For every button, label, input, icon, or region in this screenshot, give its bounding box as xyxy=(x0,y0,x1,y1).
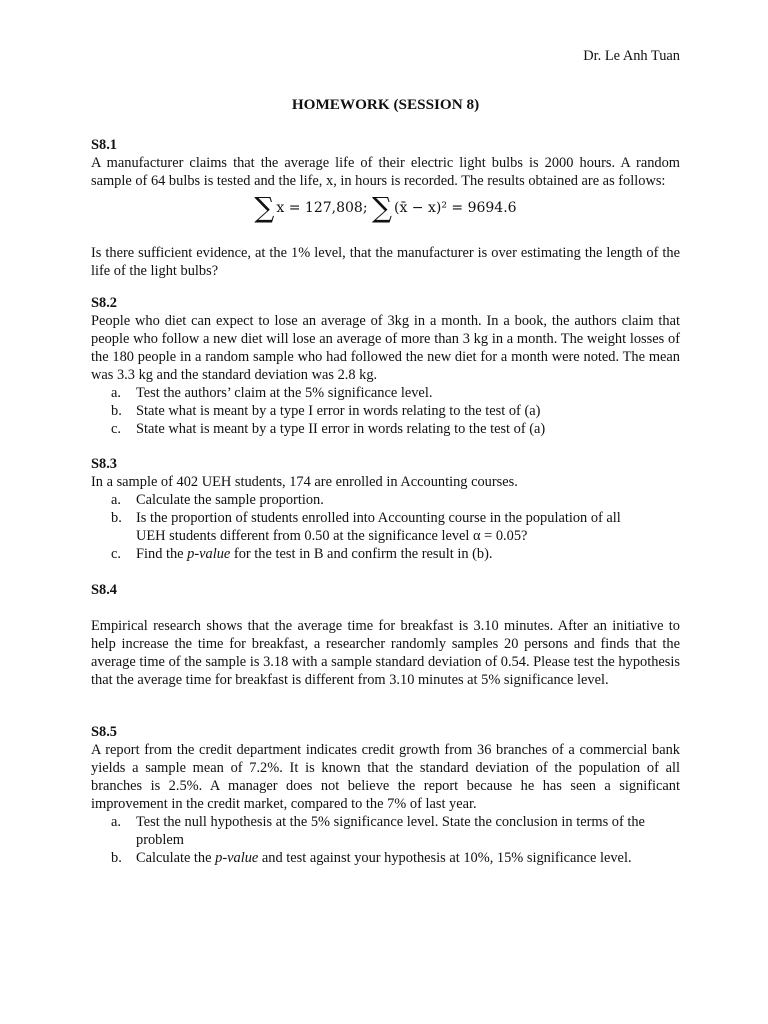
formula-sum-x: x = 127,808; xyxy=(276,200,368,216)
list-item: b. State what is meant by a type I error in words relating to the test of (a) xyxy=(111,403,541,419)
section-heading: S8.2 xyxy=(91,295,117,311)
section-s8-4 xyxy=(91,581,680,689)
list-item: c. Find the p-value for the test in B and confirm the result in (b). xyxy=(111,546,493,562)
section-heading: S8.5 xyxy=(91,724,117,740)
list-item: a. Test the authors’ claim at the 5% significance level. xyxy=(111,385,433,401)
section-intro: People who diet can expect to lose an average of 3kg in a month. In a book, the authors claim that people who follow a new diet will lose an average of more than 3 kg in a month. The weight losses of the 180 people in a random sample who had followed the new diet for a month were noted. The mean was 3.3 kg and the standard deviation was 2.8 kg. xyxy=(91,313,680,383)
section-s8-3 xyxy=(91,455,680,563)
section-s8-5 xyxy=(91,723,680,867)
summation-formula xyxy=(91,190,680,226)
question-list xyxy=(91,491,680,563)
formula-sum-squares: (x̄ − x)² = 9694.6 xyxy=(394,200,517,216)
section-intro: A report from the credit department indicates credit growth from 36 branches of a commercial bank yields a sample mean of 7.2%. It is known that the standard deviation of the population of all branches is 2.5%. A manager does not believe the report because he has seen a significant improvement in the credit market, compared to the 7% of last year. xyxy=(91,742,680,812)
list-item: b. Is the proportion of students enrolled into Accounting course in the population of all UEH students different from 0.50 at the significance level α = 0.05? xyxy=(111,510,621,544)
list-item: a. Calculate the sample proportion. xyxy=(111,492,324,508)
question-list xyxy=(91,813,680,867)
sigma-symbol: ∑ xyxy=(254,191,275,224)
list-item: b. Calculate the p-value and test against your hypothesis at 10%, 15% significance level. xyxy=(111,850,632,866)
sigma-symbol: ∑ xyxy=(372,191,392,224)
section-s8-2 xyxy=(91,294,680,438)
section-text: Empirical research shows that the average time for breakfast is 3.10 minutes. After an initiative to help increase the time for breakfast, a researcher randomly samples 20 persons and finds that the average time of the sample is 3.18 with a sample standard deviation of 0.54. Please test the hypothesis that the average time for breakfast is different from 3.10 minutes at 5% significance level. xyxy=(91,618,680,688)
question-list xyxy=(91,384,680,438)
section-intro: In a sample of 402 UEH students, 174 are enrolled in Accounting courses. xyxy=(91,474,518,490)
section-heading: S8.4 xyxy=(91,582,117,598)
section-s8-1 xyxy=(91,136,680,280)
list-item: c. State what is meant by a type II error in words relating to the test of (a) xyxy=(111,421,546,437)
page-title: HOMEWORK (SESSION 8) xyxy=(291,96,480,113)
author-name: Dr. Le Anh Tuan xyxy=(583,48,680,64)
list-item: a. Test the null hypothesis at the 5% significance level. State the conclusion in terms of the problem xyxy=(111,814,645,848)
section-heading: S8.1 xyxy=(91,137,117,153)
section-heading: S8.3 xyxy=(91,456,117,472)
section-intro: A manufacturer claims that the average life of their electric light bulbs is 2000 hours. A random sample of 64 bulbs is tested and the life, x, in hours is recorded. The results obtained are as follows: xyxy=(91,155,680,189)
section-question: Is there sufficient evidence, at the 1% level, that the manufacturer is over estimating the length of the life of the light bulbs? xyxy=(91,245,680,279)
